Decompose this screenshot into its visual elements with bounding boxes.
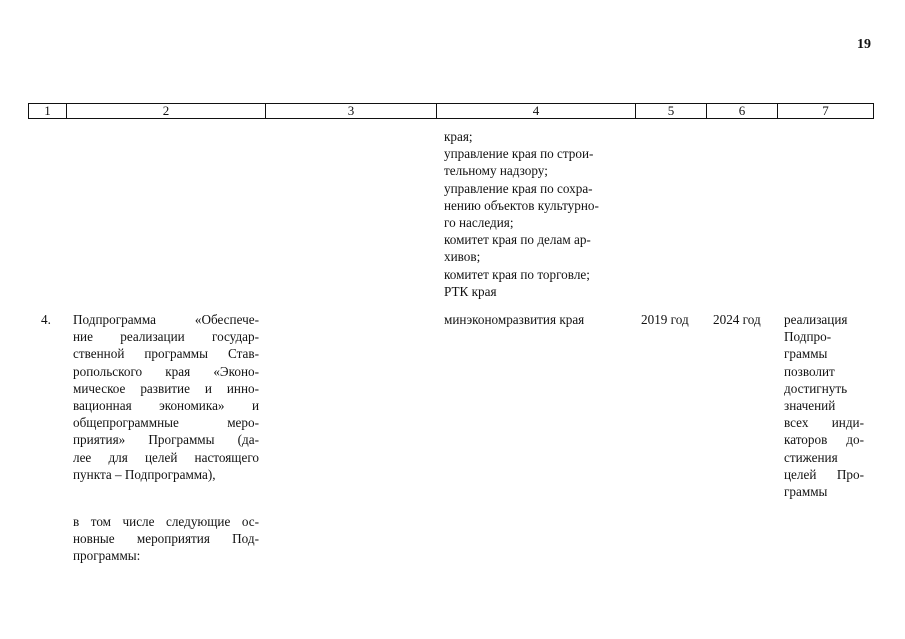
text-line: всех инди- <box>784 415 864 431</box>
text-line: го наследия; <box>444 215 514 231</box>
text-line: граммы <box>784 346 828 362</box>
header-cell-3: 3 <box>266 104 437 119</box>
text-line: мическое развитие и инно- <box>73 380 259 396</box>
text-line: целей Про- <box>784 466 864 482</box>
text-line: управление края по сохра- <box>444 180 593 196</box>
page-number: 19 <box>857 37 871 52</box>
header-cell-6: 6 <box>707 104 778 119</box>
header-cell-1: 1 <box>29 104 67 119</box>
expected-result <box>784 311 864 500</box>
text-line: граммы <box>784 484 828 500</box>
text-line: стижения <box>784 449 838 465</box>
text-line: Подпрограмма «Обеспече- <box>73 312 259 327</box>
text-line: общепрограммные меро- <box>73 415 259 431</box>
text-line: лее для целей настоящего <box>73 449 259 465</box>
text-line: Подпро- <box>784 329 832 345</box>
text-line: ственной программы Став- <box>73 346 259 362</box>
column-number-header <box>28 103 874 119</box>
text-line: пункта – Подпрограмма), <box>73 466 216 482</box>
header-cell-2: 2 <box>67 104 266 119</box>
end-year: 2024 год <box>713 312 761 327</box>
header-cell-5: 5 <box>636 104 707 119</box>
text-line: РТК края <box>444 283 497 299</box>
text-line: достигнуть <box>784 380 848 396</box>
text-line: реализация <box>784 312 848 327</box>
text-line: комитет края по торговле; <box>444 266 590 282</box>
text-line: хивов; <box>444 249 481 265</box>
text-line: значений <box>784 398 836 414</box>
text-line: края; <box>444 129 473 144</box>
text-line: нению объектов культурно- <box>444 197 599 213</box>
executors-continuation <box>444 128 634 300</box>
text-line: программы: <box>73 548 141 564</box>
text-line: ние реализации государ- <box>73 329 259 345</box>
row-number: 4. <box>41 312 51 327</box>
text-line: в том числе следующие ос- <box>73 514 259 529</box>
text-line: приятия» Программы (да- <box>73 432 259 448</box>
text-line: комитет края по делам ар- <box>444 232 591 248</box>
text-line: новные мероприятия Под- <box>73 531 259 547</box>
text-line: позволит <box>784 363 835 379</box>
text-line: каторов до- <box>784 432 864 448</box>
text-line: ропольского края «Эконо- <box>73 363 259 379</box>
text-line: тельному надзору; <box>444 163 548 179</box>
header-cell-4: 4 <box>437 104 636 119</box>
start-year: 2019 год <box>641 312 689 327</box>
responsible-executor: минэкономразвития края <box>444 312 585 327</box>
text-line: управление края по строи- <box>444 146 594 162</box>
subprogram-activities-intro <box>73 513 259 565</box>
subprogram-description <box>73 311 259 483</box>
header-cell-7: 7 <box>778 104 874 119</box>
text-line: вационная экономика» и <box>73 398 259 414</box>
